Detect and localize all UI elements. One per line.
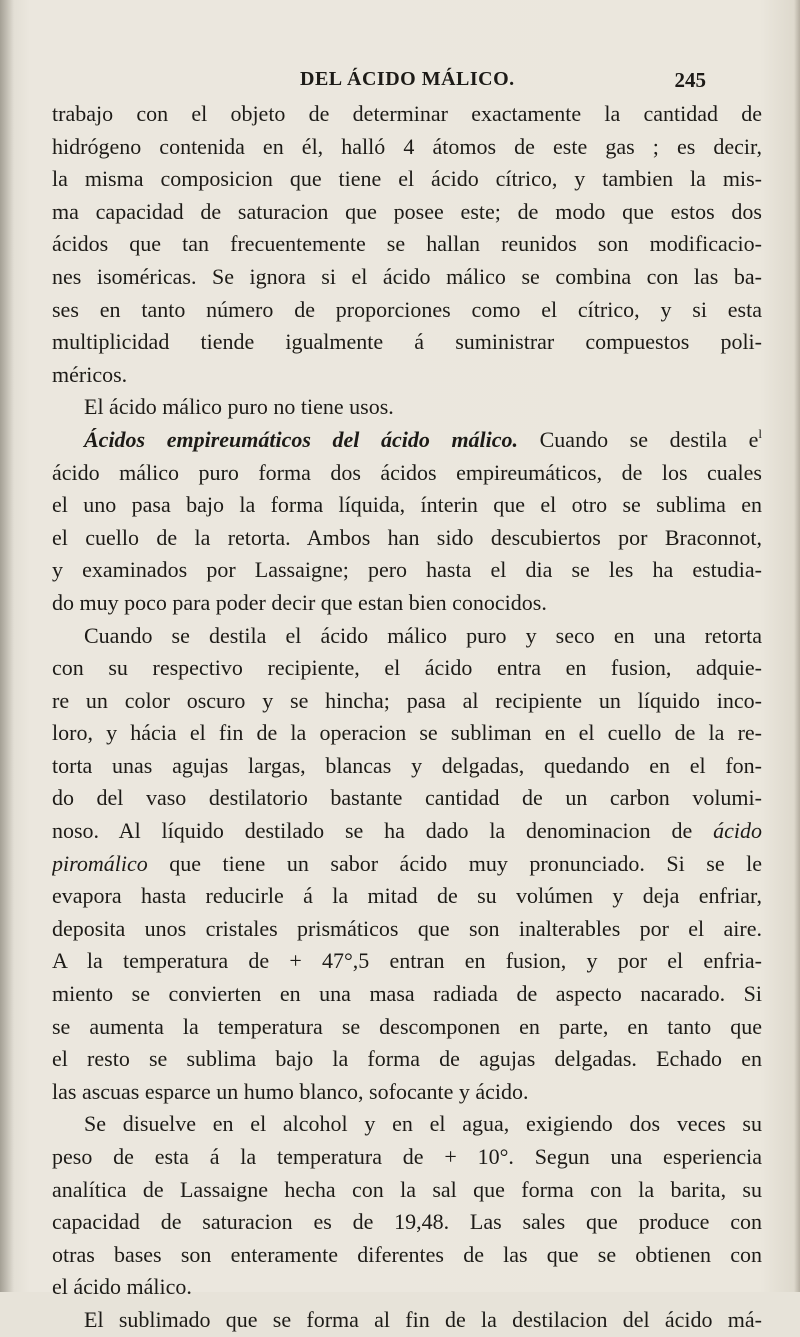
text-line <box>52 554 762 587</box>
line-text: otras bases son enteramente diferentes de las que se obtienen con <box>52 1241 762 1267</box>
text-line <box>52 717 762 750</box>
running-title: DEL ÁCIDO MÁLICO. <box>300 68 515 90</box>
line-text: El ácido málico puro no tiene usos. <box>84 394 394 420</box>
line-text: y examinados por Lassaigne; pero hasta el dia se les ha estudia- <box>52 557 762 583</box>
text-line <box>52 1043 762 1076</box>
text-line <box>52 913 762 946</box>
text-line <box>52 1011 762 1044</box>
text-line <box>52 1304 762 1337</box>
text-line <box>52 359 762 392</box>
text-line <box>52 652 762 685</box>
line-text: evapora hasta reducirle á la mitad de su volúmen y deja enfriar, <box>52 883 762 909</box>
text-line <box>52 196 762 229</box>
italic-term: piromálico <box>52 850 148 876</box>
text-line <box>52 1076 762 1109</box>
line-text: deposita unos cristales prismáticos que son inalterables por el aire. <box>52 915 762 941</box>
line-text: miento se convierten en una masa radiada de aspecto nacarado. Si <box>52 981 762 1007</box>
italic-term: ácido <box>713 818 762 844</box>
section-heading: Ácidos empireumáticos del ácido málico. <box>84 426 519 452</box>
page-number: 245 <box>674 68 706 92</box>
text-line <box>52 782 762 815</box>
line-text: con su respectivo recipiente, el ácido entra en fusion, adquie- <box>52 655 762 681</box>
line-text: Cuando se destila e <box>518 426 759 452</box>
text-line <box>52 294 762 327</box>
text-line <box>52 587 762 620</box>
text-line <box>52 1239 762 1272</box>
line-text: ácidos que tan frecuentemente se hallan reunidos son modificacio- <box>52 231 762 257</box>
line-text: el ácido málico. <box>52 1274 192 1300</box>
line-text: que tiene un sabor ácido muy pronunciado. Si se le <box>147 850 762 876</box>
text-line <box>52 880 762 913</box>
page-header <box>52 64 762 94</box>
text-line <box>52 978 762 1011</box>
text-line <box>52 489 762 522</box>
line-text: la misma composicion que tiene el ácido cítrico, y tambien la mis- <box>52 166 762 192</box>
text-line <box>52 1108 762 1141</box>
line-text: A la temperatura de + 47°,5 entran en fusion, y por el enfria- <box>52 948 762 974</box>
text-line <box>52 1174 762 1207</box>
text-line <box>52 1206 762 1239</box>
text-line <box>52 326 762 359</box>
text-line <box>52 685 762 718</box>
binding-shadow <box>0 0 14 1292</box>
line-text: multiplicidad tiende igualmente á suministrar compuestos poli- <box>52 329 762 355</box>
line-text: do del vaso destilatorio bastante cantidad de un carbon volumi- <box>52 785 762 811</box>
line-text: loro, y hácia el fin de la operacion se subliman en el cuello de la re- <box>52 720 762 746</box>
body-text <box>52 98 762 1337</box>
text-line <box>52 848 762 881</box>
superscript: l <box>758 425 762 441</box>
line-text: ses en tanto número de proporciones como el cítrico, y si esta <box>52 296 762 322</box>
text-line <box>52 1271 762 1304</box>
text-line <box>52 98 762 131</box>
text-line <box>52 1141 762 1174</box>
text-line <box>52 750 762 783</box>
line-text: re un color oscuro y se hincha; pasa al recipiente un líquido inco- <box>52 687 762 713</box>
page-edge-shadow <box>794 0 800 1292</box>
line-text: ácido málico puro forma dos ácidos empireumáticos, de los cuales <box>52 459 762 485</box>
line-text: El sublimado que se forma al fin de la destilacion del ácido má- <box>84 1306 762 1332</box>
line-text: Se disuelve en el alcohol y en el agua, exigiendo dos veces su <box>84 1111 762 1137</box>
text-line <box>52 163 762 196</box>
text-line <box>52 620 762 653</box>
line-text: el resto se sublima bajo la forma de agujas delgadas. Echado en <box>52 1046 762 1072</box>
line-text: analítica de Lassaigne hecha con la sal que forma con la barita, su <box>52 1176 762 1202</box>
text-line <box>52 261 762 294</box>
line-text: el cuello de la retorta. Ambos han sido descubiertos por Braconnot, <box>52 524 762 550</box>
text-line <box>52 228 762 261</box>
text-line <box>52 391 762 424</box>
line-text: trabajo con el objeto de determinar exactamente la cantidad de <box>52 101 762 126</box>
line-text: el uno pasa bajo la forma líquida, ínterin que el otro se sublima en <box>52 492 762 518</box>
text-line <box>52 131 762 164</box>
line-text: ma capacidad de saturacion que posee este; de modo que estos dos <box>52 198 762 224</box>
line-text: las ascuas esparce un humo blanco, sofocante y ácido. <box>52 1078 529 1104</box>
text-line <box>52 945 762 978</box>
line-text: hidrógeno contenida en él, halló 4 átomos de este gas ; es decir, <box>52 133 762 159</box>
text-line <box>52 522 762 555</box>
line-text: do muy poco para poder decir que estan bien conocidos. <box>52 589 547 615</box>
line-text: peso de esta á la temperatura de + 10°. Segun una esperiencia <box>52 1144 762 1169</box>
line-text: se aumenta la temperatura se descomponen en parte, en tanto que <box>52 1013 762 1039</box>
line-text: Cuando se destila el ácido málico puro y seco en una retorta <box>84 622 762 648</box>
line-text: nes isoméricas. Se ignora si el ácido málico se combina con las ba- <box>52 263 762 289</box>
line-text: capacidad de saturacion es de 19,48. Las sales que produce con <box>52 1209 762 1235</box>
text-line <box>52 457 762 490</box>
line-text: torta unas agujas largas, blancas y delgadas, quedando en el fon- <box>52 752 762 778</box>
text-line <box>52 424 762 457</box>
line-text: noso. Al líquido destilado se ha dado la denominacion de <box>52 818 714 844</box>
line-text: méricos. <box>52 361 128 387</box>
text-line <box>52 815 762 848</box>
